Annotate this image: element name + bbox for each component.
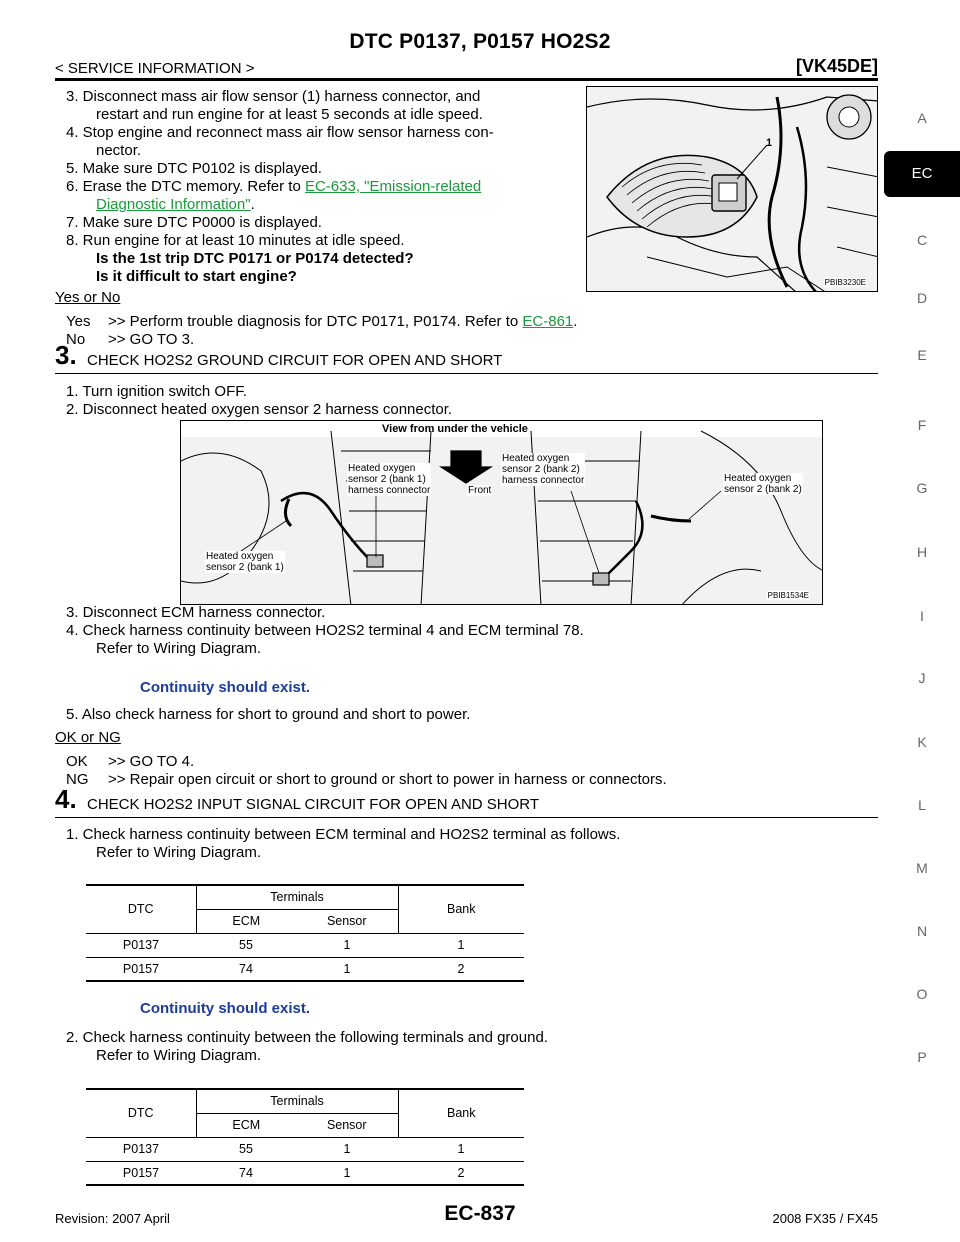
answer-yes-label: Yes <box>66 313 91 330</box>
index-tab-p[interactable]: P <box>917 1049 927 1065</box>
step2-item-5: 5. Make sure DTC P0102 is displayed. <box>66 160 322 177</box>
index-tab-o[interactable]: O <box>916 986 928 1002</box>
step2-item-7: 7. Make sure DTC P0000 is displayed. <box>66 214 322 231</box>
step3-item-4-cont: Refer to Wiring Diagram. <box>96 640 262 657</box>
figure-code-2: PBIB1534E <box>767 591 809 600</box>
index-tab-i[interactable]: I <box>920 608 924 624</box>
link-ec-633-cont[interactable]: Diagnostic Information" <box>96 196 251 213</box>
decision-yes-no: Yes or No <box>55 289 121 306</box>
step3-title: CHECK HO2S2 GROUND CIRCUIT FOR OPEN AND SHORT <box>87 352 503 369</box>
step2-item-3: 3. Disconnect mass air flow sensor (1) harness connector, and <box>66 88 481 105</box>
index-tab-a[interactable]: A <box>917 110 927 126</box>
answer-ng-text: >> Repair open circuit or short to ground or short to power in harness or connectors. <box>108 771 667 788</box>
step3-item-5: 5. Also check harness for short to ground and short to power. <box>66 706 471 723</box>
engine-bay-figure <box>586 86 878 292</box>
step2-question-2: Is it difficult to start engine? <box>96 268 297 285</box>
footer-page-number: EC-837 <box>444 1202 516 1225</box>
under-vehicle-illustration <box>181 421 823 605</box>
index-tab-g[interactable]: G <box>916 480 928 496</box>
index-tab-j[interactable]: J <box>918 670 926 686</box>
answer-ok-label: OK <box>66 753 88 770</box>
link-ec-633[interactable]: EC-633, "Emission-related <box>304 178 482 195</box>
th-terminals: Terminals <box>196 885 398 909</box>
index-tab-d[interactable]: D <box>916 290 928 306</box>
index-tab-e[interactable]: E <box>917 347 927 363</box>
figure-code: PBIB3230E <box>824 278 866 287</box>
th-dtc: DTC <box>86 1089 196 1137</box>
under-vehicle-figure <box>180 420 823 605</box>
th-sensor: Sensor <box>296 1113 398 1137</box>
step4-item-2: 2. Check harness continuity between the following terminals and ground. <box>66 1029 548 1046</box>
index-tab-l[interactable]: L <box>918 797 926 813</box>
index-tab-m[interactable]: M <box>916 860 928 876</box>
th-ecm: ECM <box>196 909 296 933</box>
label-front: Front <box>468 485 492 496</box>
breadcrumb: < SERVICE INFORMATION > <box>55 60 255 77</box>
th-terminals: Terminals <box>196 1089 398 1113</box>
header-rule <box>55 78 878 81</box>
step3-item-3: 3. Disconnect ECM harness connector. <box>66 604 326 621</box>
step2-item-8: 8. Run engine for at least 10 minutes at idle speed. <box>66 232 405 249</box>
step3-item-4: 4. Check harness continuity between HO2S2 terminal 4 and ECM terminal 78. <box>66 622 584 639</box>
answer-no-text: >> GO TO 3. <box>108 331 195 348</box>
step2-item-6: 6. Erase the DTC memory. Refer to EC-633, "Emission-related <box>66 178 482 195</box>
engine-bay-illustration <box>587 87 878 292</box>
step2-item-3-cont: restart and run engine for at least 5 seconds at idle speed. <box>96 106 483 123</box>
step2-item-4: 4. Stop engine and reconnect mass air flow sensor harness con- <box>66 124 494 141</box>
index-tab-k[interactable]: K <box>917 734 927 750</box>
link-ec-861[interactable]: EC-861 <box>522 313 574 330</box>
terminals-table-1 <box>86 884 524 982</box>
step4-number: 4. <box>55 784 77 814</box>
index-tab-h[interactable]: H <box>916 544 928 560</box>
step2-item-6-cont: Diagnostic Information". <box>96 196 255 213</box>
table-row: P0157 74 1 2 <box>86 957 524 981</box>
step3-item-1: 1. Turn ignition switch OFF. <box>66 383 247 400</box>
th-bank: Bank <box>398 1089 524 1137</box>
label-bank2-connector: Heated oxygen sensor 2 (bank 2) harness connector <box>502 453 585 486</box>
th-sensor: Sensor <box>296 909 398 933</box>
step3-header <box>55 340 878 374</box>
table-row: P0137 55 1 1 <box>86 933 524 957</box>
step3-number: 3. <box>55 340 77 370</box>
page-title: DTC P0137, P0157 HO2S2 <box>349 30 611 53</box>
index-tab-c[interactable]: C <box>916 232 928 248</box>
decision-ok-ng: OK or NG <box>55 729 121 746</box>
step4-spec: Continuity should exist. <box>140 1000 311 1017</box>
label-bank2-sensor: Heated oxygen sensor 2 (bank 2) <box>724 473 802 495</box>
step2-question-1: Is the 1st trip DTC P0171 or P0174 detected? <box>96 250 414 267</box>
label-bank1-connector: Heated oxygen sensor 2 (bank 1) harness connector <box>348 463 431 496</box>
terminals-table-2 <box>86 1088 524 1186</box>
step2-item-4-cont: nector. <box>96 142 142 159</box>
step4-header <box>55 784 878 818</box>
index-tab-f[interactable]: F <box>917 417 927 433</box>
th-bank: Bank <box>398 885 524 933</box>
answer-ng-label: NG <box>66 771 89 788</box>
callout-1: 1 <box>766 137 773 149</box>
label-bank1-sensor: Heated oxygen sensor 2 (bank 1) <box>206 551 284 573</box>
index-tab-n[interactable]: N <box>916 923 928 939</box>
step4-item-1: 1. Check harness continuity between ECM terminal and HO2S2 terminal as follows. <box>66 826 621 843</box>
step4-item-2-cont: Refer to Wiring Diagram. <box>96 1047 262 1064</box>
table-row: P0157 74 1 2 <box>86 1161 524 1185</box>
engine-code: [VK45DE] <box>795 56 878 76</box>
th-dtc: DTC <box>86 885 196 933</box>
figure-banner: View from under the vehicle <box>382 423 528 435</box>
th-ecm: ECM <box>196 1113 296 1137</box>
step4-title: CHECK HO2S2 INPUT SIGNAL CIRCUIT FOR OPEN AND SHORT <box>87 796 540 813</box>
step3-spec: Continuity should exist. <box>140 679 311 696</box>
index-tab-ec[interactable]: EC <box>884 151 960 197</box>
footer-model: 2008 FX35 / FX45 <box>772 1211 878 1226</box>
answer-no-label: No <box>66 331 86 348</box>
answer-ok-text: >> GO TO 4. <box>108 753 195 770</box>
footer-revision: Revision: 2007 April <box>55 1211 170 1226</box>
answer-yes-text: >> Perform trouble diagnosis for DTC P0171, P0174. Refer to EC-861. <box>108 313 578 330</box>
table-row: P0137 55 1 1 <box>86 1137 524 1161</box>
step4-item-1-cont: Refer to Wiring Diagram. <box>96 844 262 861</box>
step3-item-2: 2. Disconnect heated oxygen sensor 2 harness connector. <box>66 401 453 418</box>
